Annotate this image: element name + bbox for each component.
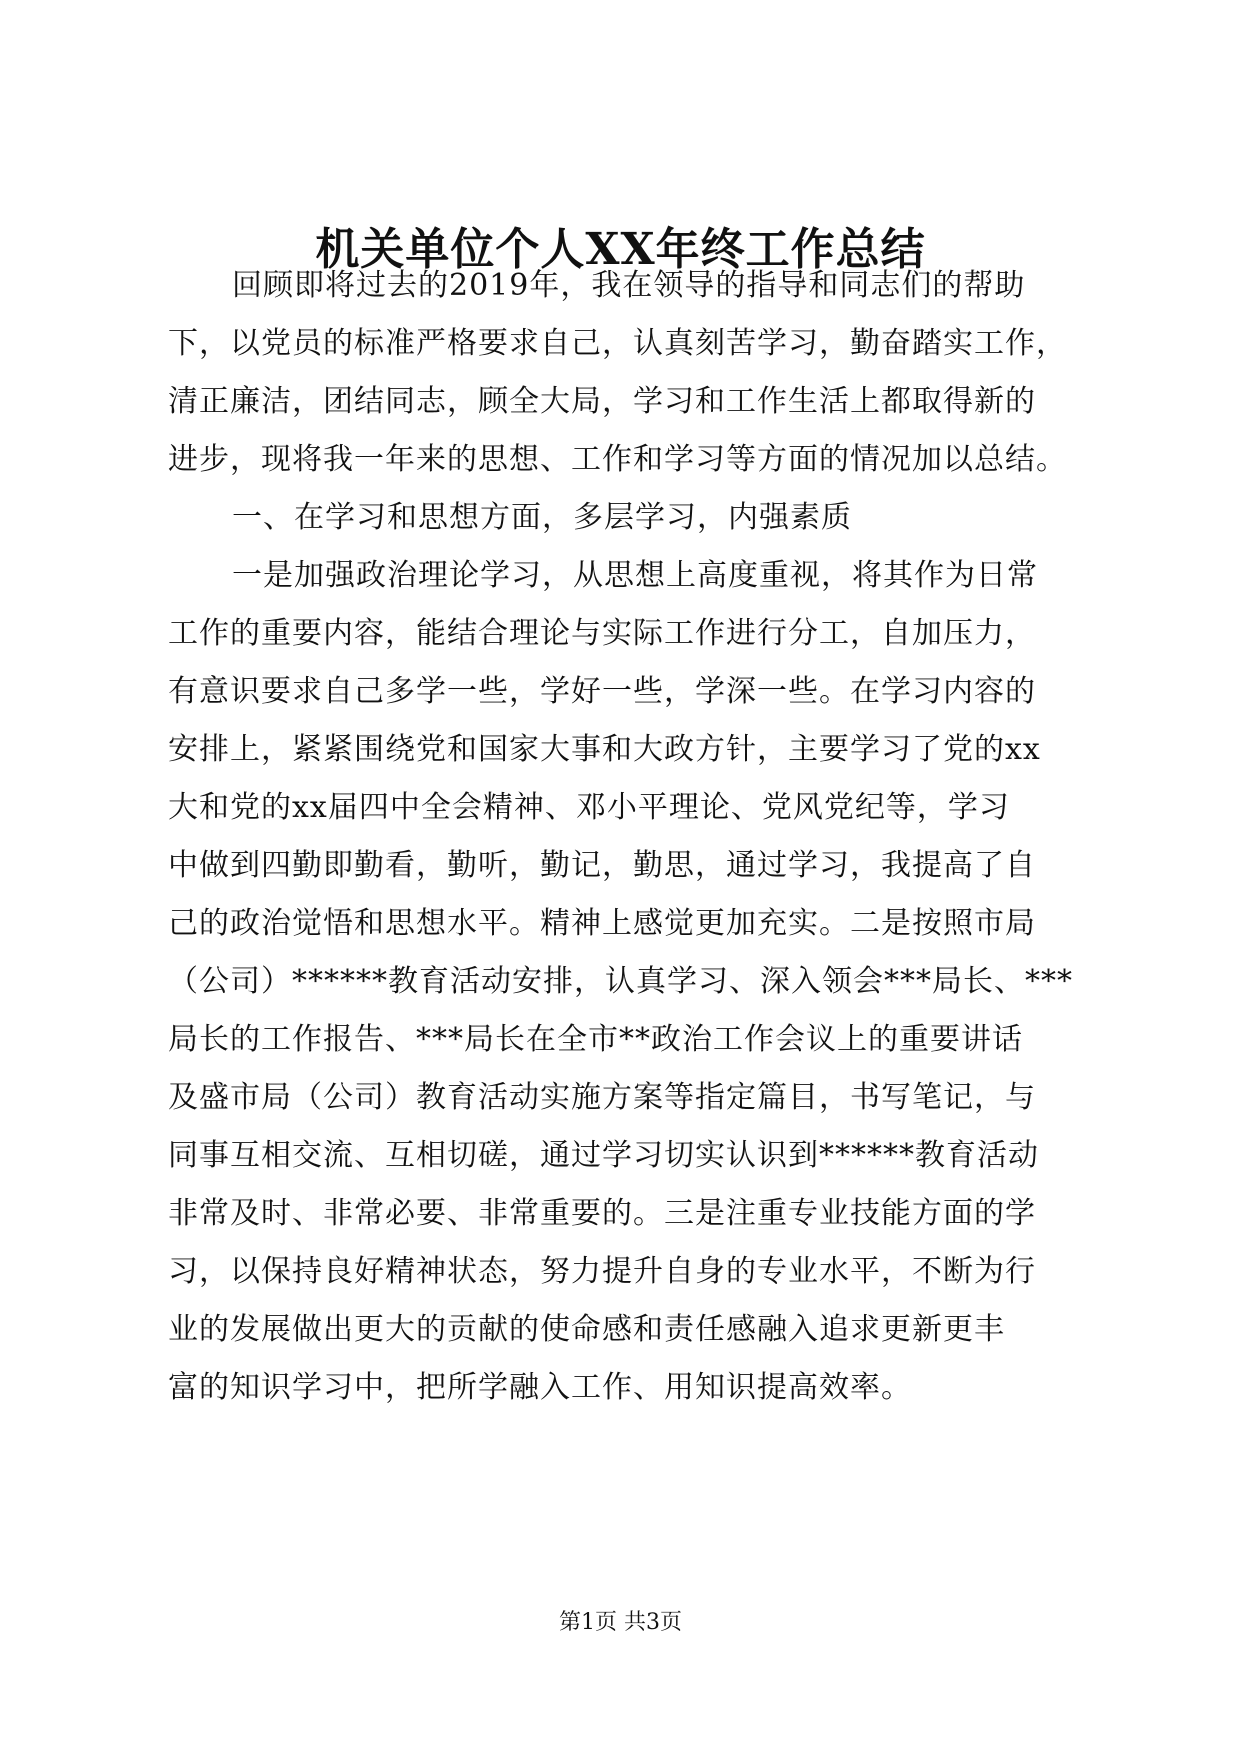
paragraph-2-line-6: 中做到四勤即勤看，勤听，勤记，勤思，通过学习，我提高了自	[168, 848, 1036, 883]
paragraph-2-line-8: （公司）******教育活动安排，认真学习、深入领会***局长、***	[168, 964, 1073, 999]
paragraph-2-line-14: 业的发展做出更大的贡献的使命感和责任感融入追求更新更丰	[168, 1312, 1005, 1347]
paragraph-2-line-12: 非常及时、非常必要、非常重要的。三是注重专业技能方面的学	[168, 1196, 1036, 1231]
paragraph-2-line-3: 有意识要求自己多学一些，学好一些，学深一些。在学习内容的	[168, 674, 1036, 709]
document-title: 机关单位个人XX年终工作总结	[315, 224, 926, 275]
paragraph-2-line-13: 习，以保持良好精神状态，努力提升自身的专业水平，不断为行	[168, 1254, 1036, 1289]
paragraph-2-line-11: 同事互相交流、互相切磋，通过学习切实认识到******教育活动	[168, 1138, 1039, 1173]
paragraph-2-line-4: 安排上，紧紧围绕党和国家大事和大政方针，主要学习了党的xx	[168, 732, 1041, 767]
paragraph-2-line-5: 大和党的xx届四中全会精神、邓小平理论、党风党纪等，学习	[168, 790, 1010, 825]
paragraph-2-line-10: 及盛市局（公司）教育活动实施方案等指定篇目，书写笔记，与	[168, 1080, 1036, 1115]
page-number-footer: 第1页 共3页	[559, 1610, 682, 1635]
paragraph-2-line-1: 一是加强政治理论学习，从思想上高度重视，将其作为日常	[232, 558, 1038, 593]
paragraph-2-line-9: 局长的工作报告、***局长在全市**政治工作会议上的重要讲话	[168, 1022, 1023, 1057]
paragraph-1-line-3: 清正廉洁，团结同志，顾全大局，学习和工作生活上都取得新的	[168, 384, 1036, 419]
paragraph-1-line-4: 进步，现将我一年来的思想、工作和学习等方面的情况加以总结。	[168, 442, 1067, 477]
paragraph-2-line-7: 己的政治觉悟和思想水平。精神上感觉更加充实。二是按照市局	[168, 906, 1036, 941]
paragraph-1-line-2: 下，以党员的标准严格要求自己，认真刻苦学习，勤奋踏实工作，	[168, 326, 1067, 361]
paragraph-1-line-1: 回顾即将过去的2019年，我在领导的指导和同志们的帮助	[232, 268, 1026, 303]
paragraph-2-line-15: 富的知识学习中，把所学融入工作、用知识提高效率。	[168, 1370, 912, 1405]
section-heading-1: 一、在学习和思想方面，多层学习，内强素质	[232, 500, 852, 535]
paragraph-2-line-2: 工作的重要内容，能结合理论与实际工作进行分工，自加压力，	[168, 616, 1036, 651]
